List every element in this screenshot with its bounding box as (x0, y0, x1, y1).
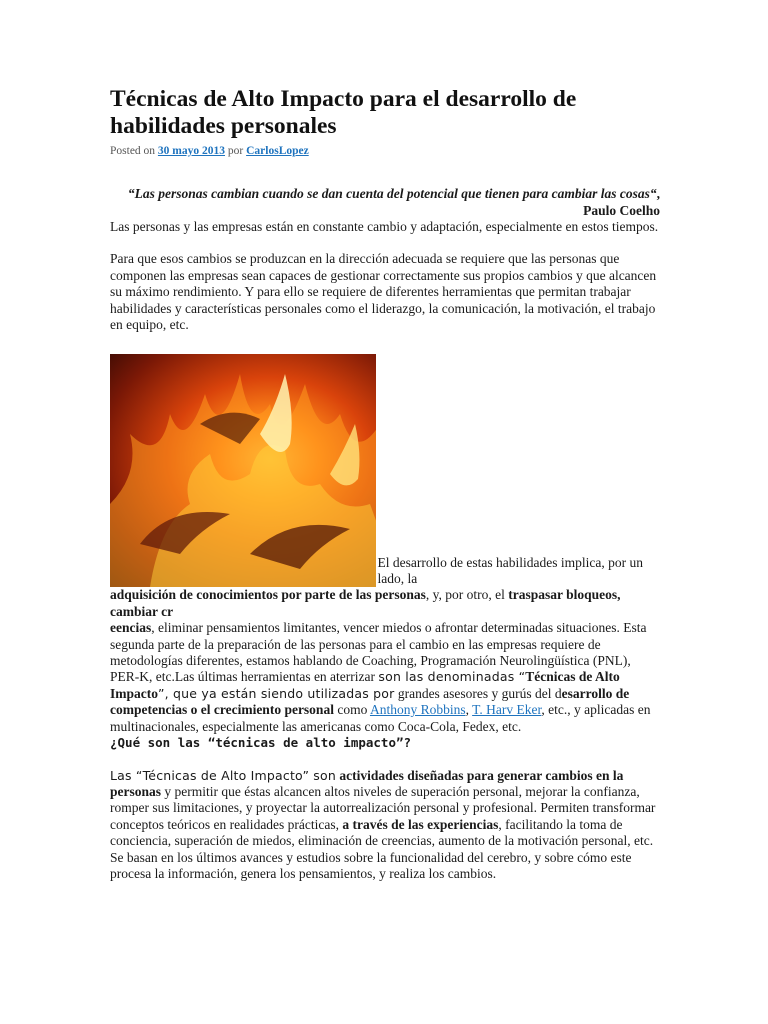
article (110, 86, 660, 882)
quote-attribution: , Paulo Coelho (583, 186, 660, 218)
paragraph-1: Las personas y las empresas están en constante cambio y adaptación, especialmente en estos tiempos. (110, 219, 659, 234)
post-date-link[interactable]: 30 mayo 2013 (157, 145, 226, 157)
quote-text: “Las personas cambian cuando se dan cuenta del potencial que tienen para cambiar las cosas“ (127, 186, 657, 201)
paragraph-3 (110, 587, 660, 735)
p3-alt-font-1: son las denominadas “ (378, 669, 526, 685)
p4-text-1: y permitir que éstas alcancen altos niveles de superación personal, mejorar la confianza, romper sus limitaciones, y proyectar la autorrealización personal y profesional. Permiten transformar conceptos teóricos en realidades prácticas, (110, 783, 656, 832)
p3-text-5: como (333, 702, 370, 718)
post-meta (110, 144, 660, 158)
p3-bold-3: eencias (110, 620, 152, 636)
blockquote (110, 185, 660, 219)
p3-bold-5: esarrollo de competencias o el crecimiento personal (110, 685, 630, 718)
p3-alt-font-2: ”, que ya están siendo utilizadas por (158, 685, 395, 701)
section-heading: ¿Qué son las “técnicas de alto impacto”? (110, 735, 412, 751)
p4-alt-font: Las “Técnicas de Alto Impacto” son (110, 767, 336, 783)
p3-text-6: , (465, 702, 473, 718)
posted-on-label: Posted on (110, 145, 156, 157)
p3-text-4: grandes asesores y gurús del d (394, 685, 562, 701)
paragraph-4 (110, 768, 660, 850)
p3-text-3: , eliminar pensamientos limitantes, vencer miedos o afrontar determinadas situaciones. Esta segunda parte de la preparación de las personas para el cambio en las empresas requiere de metodologías diferentes, estamos hablando de Coaching, Programación Neurolingüística (PNL), PER-K, etc.Las últimas herramientas en aterrizar (110, 620, 647, 685)
harv-eker-link[interactable]: T. Harv Eker (472, 702, 542, 718)
author-link[interactable]: CarlosLopez (246, 145, 309, 157)
fire-image (110, 354, 376, 587)
by-label: por (227, 145, 244, 157)
p4-bold-1: actividades diseñadas para generar cambios en la personas (110, 767, 624, 799)
p3-text-2: , y, por otro, el (425, 587, 509, 603)
anthony-robbins-link[interactable]: Anthony Robbins (369, 702, 466, 718)
article-title: Técnicas de Alto Impacto para el desarrollo de habilidades personales (110, 86, 577, 139)
p3-bold-2: traspasar bloqueos, cambiar cr (110, 587, 621, 619)
paragraph-2: Para que esos cambios se produzcan en la dirección adecuada se requiere que las personas que componen las empresas sean capaces de gestionar correctamente sus propios cambios y que alcancen su máximo rendimiento. Y para ello se requiere de diferentes herramientas que permitan trabajar habilidades y características personales como el liderazgo, la comunicación, la motivación, el trabajo en equipo, etc. (110, 251, 657, 333)
p3-text-7: , etc., y aplicadas en multinacionales, especialmente las americanas como Coca-Cola, Fedex, etc. (110, 702, 651, 734)
paragraph-3-lead: El desarrollo de estas habilidades implica, por un lado, la (377, 554, 643, 587)
p3-bold-1: adquisición de conocimientos por parte de las personas (110, 587, 426, 603)
fire-figure (110, 354, 660, 587)
paragraph-5: Se basan en los últimos avances y estudios sobre la funcionalidad del cerebro, y sobre cómo este procesa la información, genera los pensamientos, y realiza los cambios. (110, 849, 632, 881)
p4-bold-2: a través de las experiencias (342, 816, 499, 832)
p4-text-2: , facilitando la toma de conciencia, superación de miedos, eliminación de creencias, aumento de la motivación personal, etc. (110, 816, 654, 849)
p3-bold-4: Técnicas de Alto Impacto (110, 669, 620, 701)
